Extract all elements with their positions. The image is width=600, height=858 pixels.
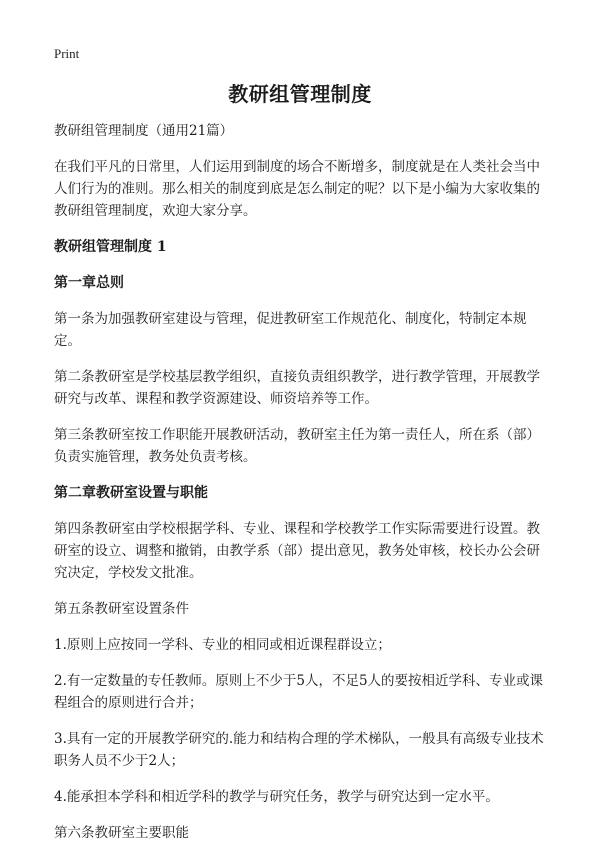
intro-paragraph: 在我们平凡的日常里，人们运用到制度的场合不断增多，制度就是在人类社会当中人们行为的准则。那么相关的制度到底是怎么制定的呢？以下是小编为大家收集的教研组管理制度，欢迎大家分享。 [54,159,540,219]
page-title: 教研组管理制度 [228,82,372,106]
article-paragraph: 第二条教研室是学校基层教学组织，直接负责组织教学，进行教学管理，开展教学研究与改革、课程和教学资源建设、师资培养等工作。 [54,369,540,407]
list-item: 1.原则上应按同一学科、专业的相同或相近课程群设立； [54,637,391,653]
chapter-heading: 第二章教研室设置与职能 [54,485,208,501]
article-paragraph: 第三条教研室按工作职能开展教研活动，教研室主任为第一责任人，所在系（部）负责实施管理，教务处负责考核。 [54,427,540,465]
print-link[interactable]: Print [54,46,80,61]
list-item: 3.具有一定的开展教学研究的.能力和结构合理的学术梯队，一般具有高级专业技术职务人员不少于2人； [54,731,544,769]
article-paragraph: 第一条为加强教研室建设与管理，促进教研室工作规范化、制度化，特制定本规定。 [54,311,527,349]
chapter-heading: 第一章总则 [54,275,124,291]
article-paragraph: 第四条教研室由学校根据学科、专业、课程和学校教学工作实际需要进行设置。教研室的设立、调整和撤销，由教学系（部）提出意见，教务处审核，校长办公会研究决定，学校发文批准。 [54,521,540,581]
document-subtitle: 教研组管理制度（通用21篇） [54,123,234,139]
list-item: 2.有一定数量的专任教师。原则上不少于5人，不足5人的要按相近学科、专业或课程组合的原则进行合并； [54,673,544,711]
document-body [54,120,550,858]
section-heading: 教研组管理制度 1 [54,239,167,255]
article-paragraph: 第五条教研室设置条件 [54,601,189,617]
article-paragraph: 第六条教研室主要职能 [54,825,189,841]
list-item: 4.能承担本学科和相近学科的教学与研究任务，教学与研究达到一定水平。 [54,789,499,805]
